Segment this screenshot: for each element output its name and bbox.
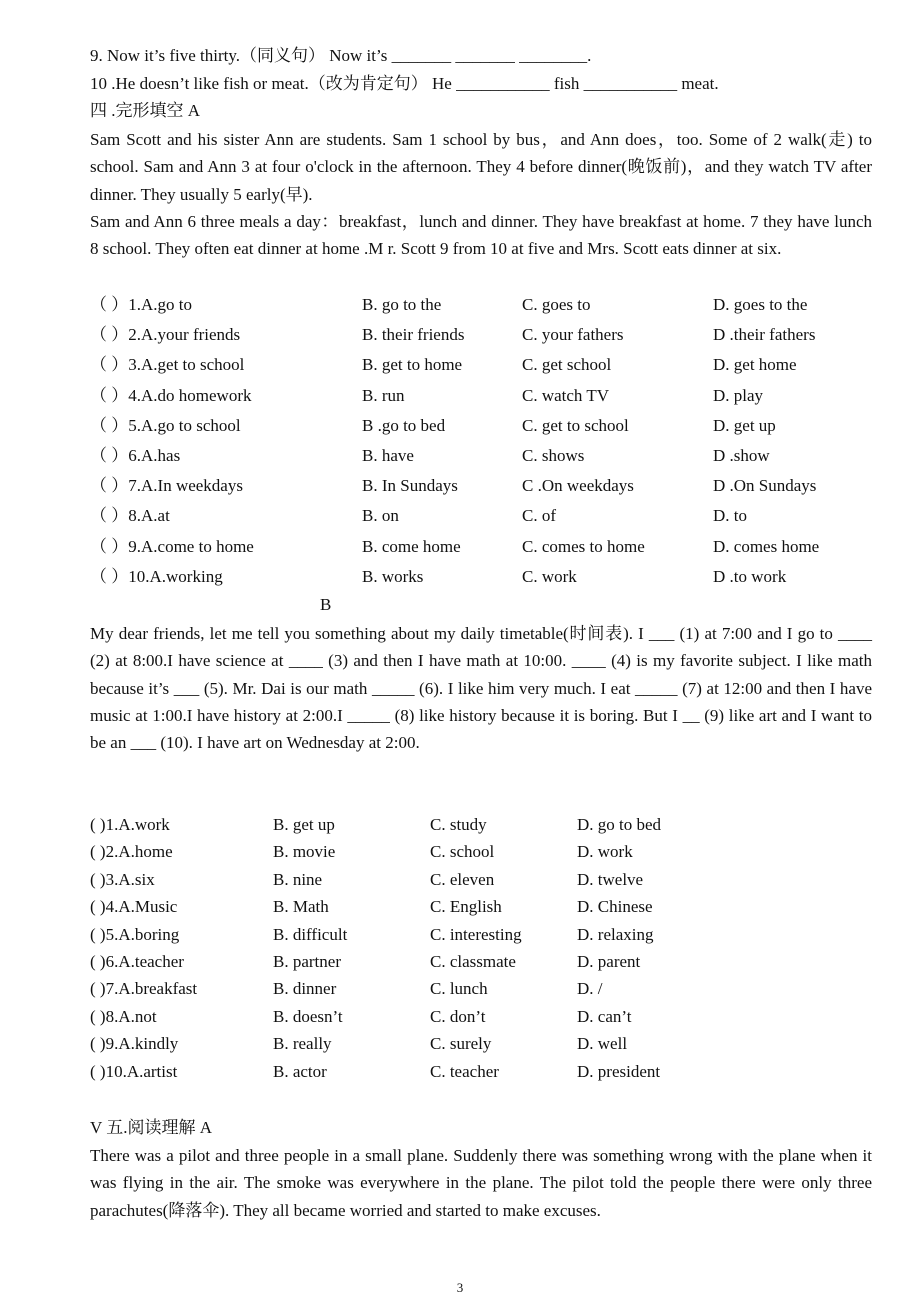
- option-a: （ ）3.A.get to school: [90, 355, 245, 375]
- passage-a-paragraph-1: Sam Scott and his sister Ann are students. Sam 1 school by bus，and Ann does，too. Some of 2 walk(走) to school. Sam and Ann 3 at four o'clock in the afternoon. They 4 before dinner(晚饭前)，and they watch TV after dinner. They usually 5 early(早).: [90, 130, 872, 204]
- section-5-heading: V 五.阅读理解 A: [90, 1118, 212, 1137]
- option-c: C. surely: [430, 1034, 492, 1054]
- option-c: C. get school: [522, 355, 612, 375]
- passage-a-paragraph-2: Sam and Ann 6 three meals a day：breakfast，lunch and dinner. They have breakfast at home. 7 they have lunch 8 school. They often eat dinner at home .M r. Scott 9 from 10 at five and Mrs. Scott eats dinner at six.: [90, 211, 872, 259]
- option-a: ( )2.A.home: [90, 842, 173, 862]
- option-d: D. can’t: [577, 1006, 632, 1026]
- option-c: C. study: [430, 815, 487, 834]
- option-c: C. get to school: [522, 415, 629, 435]
- option-d: D. Chinese: [577, 897, 653, 917]
- question-9-line: 9. Now it’s five thirty.（同义句） Now it’s _______ _______ ________.: [90, 46, 592, 65]
- option-c: C. lunch: [430, 979, 488, 999]
- option-d: D. goes to the: [713, 295, 808, 314]
- option-b: B. works: [362, 566, 424, 586]
- option-c: C. don’t: [430, 1006, 486, 1026]
- cloze-passage-b: [90, 620, 872, 756]
- option-b: B. doesn’t: [273, 1006, 343, 1026]
- option-a: （ ）9.A.come to home: [90, 536, 254, 556]
- option-d: D. play: [713, 385, 764, 405]
- option-b: B. actor: [273, 1061, 327, 1081]
- option-d: D .their fathers: [713, 325, 816, 345]
- option-a: ( )9.A.kindly: [90, 1034, 179, 1054]
- option-b: B. really: [273, 1034, 332, 1054]
- option-d: D. parent: [577, 952, 641, 971]
- reading-passage-a: [90, 1142, 872, 1224]
- option-b: B. dinner: [273, 979, 337, 999]
- option-d: D. president: [577, 1061, 661, 1081]
- option-b: B. on: [362, 506, 399, 526]
- cloze-passage-a: [90, 126, 872, 262]
- option-c: C. teacher: [430, 1061, 499, 1081]
- option-b: B. get up: [273, 815, 335, 834]
- page-number: 3: [456, 1280, 464, 1295]
- option-b: B. get to home: [362, 355, 463, 375]
- option-a: ( )4.A.Music: [90, 897, 178, 917]
- option-d: D. go to bed: [577, 815, 662, 834]
- section-4-heading: 四 .完形填空 A: [90, 101, 201, 120]
- option-d: D. comes home: [713, 536, 820, 556]
- option-b: B. nine: [273, 869, 323, 889]
- option-d: D. /: [577, 979, 603, 999]
- option-d: D. get home: [713, 355, 797, 375]
- option-b: B. Math: [273, 897, 329, 917]
- option-b: B. movie: [273, 842, 336, 862]
- option-c: C. shows: [522, 446, 585, 465]
- question-10-line: 10 .He doesn’t like fish or meat.（改为肯定句） He ___________ fish ___________ meat.: [90, 74, 719, 93]
- option-a: ( )5.A.boring: [90, 924, 180, 944]
- option-a: （ ）2.A.your friends: [90, 325, 241, 345]
- option-d: D .to work: [713, 566, 787, 586]
- option-c: C. school: [430, 842, 495, 862]
- option-a: ( )10.A.artist: [90, 1061, 178, 1081]
- option-b: B .go to bed: [362, 415, 446, 435]
- option-c: C. your fathers: [522, 325, 624, 345]
- option-a: （ ）4.A.do homework: [90, 385, 252, 405]
- option-d: D. to: [713, 506, 747, 526]
- option-b: B. difficult: [273, 924, 348, 944]
- option-c: C. eleven: [430, 869, 495, 889]
- option-c: C. English: [430, 897, 502, 917]
- passage-b-paragraph: My dear friends, let me tell you something about my daily timetable(时间表). I ___ (1) at 7:00 and I go to ____ (2) at 8:00.I have science at ____ (3) and then I have math at 10:00. ____ (4) is my favorite subject. I like math because it’s ___ (5). Mr. Dai is our math _____ (6). I like him very much. I eat _____ (7) at 12:00 and then I have music at 1:00.I have history at 2:00.I _____ (8) like history because it is boring. But I __ (9) like art and I want to be an ___ (10). I have art on Wednesday at 2:00.: [90, 624, 872, 753]
- option-d: D. work: [577, 842, 633, 862]
- option-b: B. come home: [362, 536, 461, 556]
- option-c: C. interesting: [430, 924, 522, 944]
- option-d: D. well: [577, 1034, 628, 1054]
- reading-a-paragraph: There was a pilot and three people in a small plane. Suddenly there was something wrong with the plane when it was flying in the air. The smoke was everywhere in the plane. The pilot told the people there were only three parachutes(降落伞). They all became worried and started to make excuses.: [90, 1146, 872, 1220]
- option-a: ( )6.A.teacher: [90, 952, 184, 971]
- option-c: C. work: [522, 566, 577, 586]
- option-a: ( )1.A.work: [90, 815, 170, 834]
- option-a: （ ）7.A.In weekdays: [90, 476, 243, 496]
- option-b: B. have: [362, 446, 414, 465]
- option-d: D .On Sundays: [713, 476, 817, 496]
- option-d: D. get up: [713, 415, 776, 435]
- option-b: B. In Sundays: [362, 476, 458, 496]
- option-b: B. go to the: [362, 295, 442, 314]
- option-c: C .On weekdays: [522, 476, 634, 496]
- option-d: D. twelve: [577, 869, 644, 889]
- section-b-label: B: [320, 595, 332, 614]
- option-b: B. partner: [273, 952, 341, 971]
- option-a: （ ）5.A.go to school: [90, 415, 241, 435]
- option-a: ( )7.A.breakfast: [90, 979, 198, 999]
- option-a: ( )3.A.six: [90, 869, 155, 889]
- option-c: C. comes to home: [522, 536, 645, 556]
- option-a: （ ）8.A.at: [90, 506, 170, 526]
- option-a: （ ）1.A.go to: [90, 295, 192, 314]
- option-c: C. watch TV: [522, 385, 610, 405]
- option-b: B. run: [362, 385, 405, 405]
- option-c: C. of: [522, 506, 556, 526]
- option-d: D .show: [713, 446, 770, 465]
- option-a: （ ）10.A.working: [90, 566, 223, 586]
- option-d: D. relaxing: [577, 924, 654, 944]
- option-c: C. goes to: [522, 295, 591, 314]
- option-a: （ ）6.A.has: [90, 446, 181, 465]
- option-c: C. classmate: [430, 952, 516, 971]
- option-a: ( )8.A.not: [90, 1006, 157, 1026]
- option-b: B. their friends: [362, 325, 465, 345]
